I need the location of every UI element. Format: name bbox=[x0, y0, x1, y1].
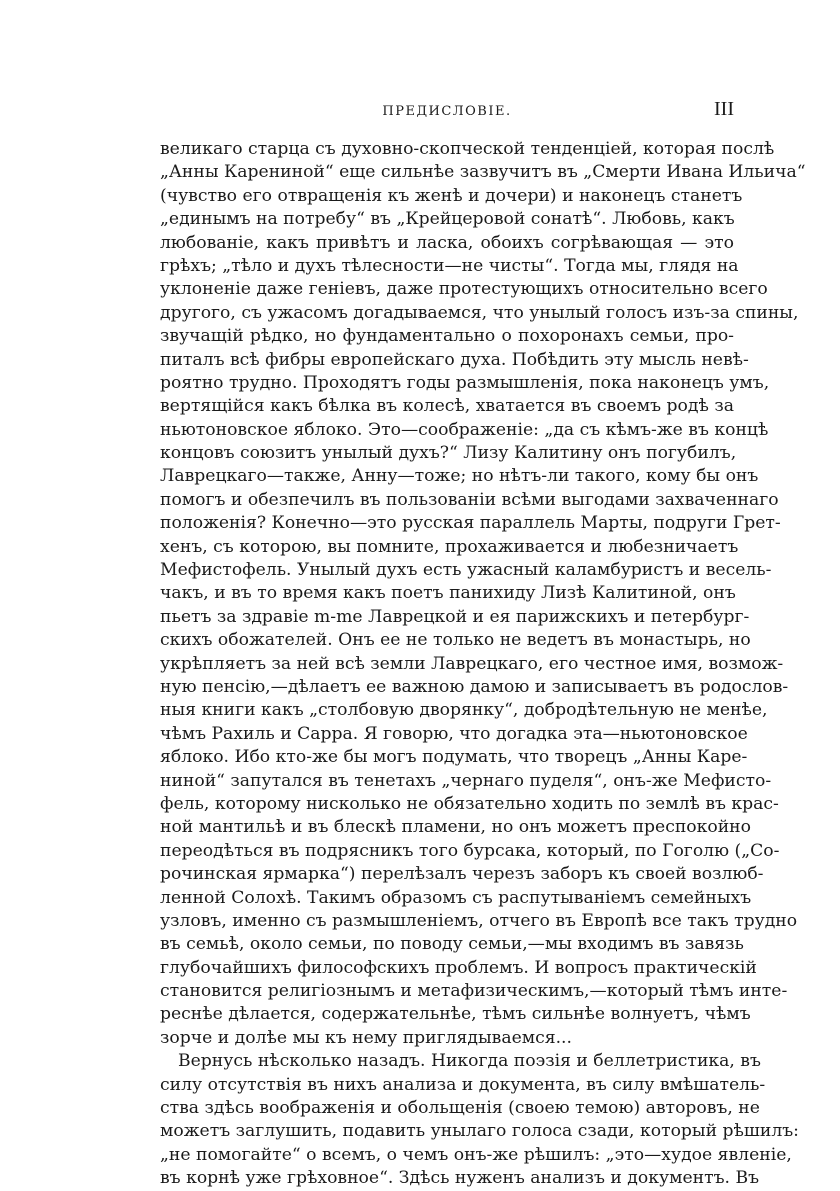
text-line: въ семьѣ, около семьи, по поводу семьи,—мы входимъ въ завязь bbox=[160, 934, 744, 955]
text-line: Лаврецкаго—также, Анну—тоже; но нѣтъ-ли такого, кому бы онъ bbox=[160, 466, 759, 487]
text-line: грѣхъ; „тѣло и духъ тѣлесности—не чисты“. Тогда мы, глядя на bbox=[160, 255, 739, 276]
text-line: реснѣе дѣлается, содержательнѣе, тѣмъ сильнѣе волнуетъ, чѣмъ bbox=[160, 1004, 751, 1025]
running-title: ПРЕДИСЛОВІЕ. bbox=[382, 104, 512, 119]
page-number: III bbox=[714, 98, 734, 120]
text-line: ныя книги какъ „столбовую дворянку“, добродѣтельную не менѣе, bbox=[160, 700, 768, 721]
text-line: зорче и долѣе мы къ нему приглядываемся... bbox=[160, 1027, 572, 1048]
text-line: чакъ, и въ то время какъ поетъ панихиду Лизѣ Калитиной, онъ bbox=[160, 583, 736, 604]
text-line: „Анны Карениной“ еще сильнѣе зазвучитъ въ „Смерти Ивана Ильича“ bbox=[160, 162, 806, 183]
text-line: ниной“ запутался въ тенетахъ „чернаго пуделя“, онъ-же Мефисто- bbox=[160, 770, 772, 791]
paragraph-1 bbox=[160, 138, 806, 1050]
text-line: концовъ союзитъ унылый духъ?“ Лизу Калитину онъ погубилъ, bbox=[160, 443, 737, 464]
paragraph-2 bbox=[160, 1050, 799, 1190]
text-line: ной мантильѣ и въ блескѣ пламени, но онъ можетъ преспокойно bbox=[160, 817, 751, 838]
text-line: ную пенсію,—дѣлаетъ ее важною дамою и записываетъ въ родослов- bbox=[160, 676, 789, 697]
text-line: ства здѣсь воображенія и обольщенія (своею темою) авторовъ, не bbox=[160, 1098, 760, 1119]
text-line: скихъ обожателей. Онъ ее не только не ведетъ въ монастырь, но bbox=[160, 630, 751, 651]
text-line: Вернусь нѣсколько назадъ. Никогда поэзія и беллетристика, въ bbox=[178, 1051, 761, 1072]
text-line: ньютоновское яблоко. Это—соображеніе: „да съ кѣмъ-же въ концѣ bbox=[160, 419, 769, 440]
text-line: узловъ, именно съ размышленіемъ, отчего въ Европѣ все такъ трудно bbox=[160, 910, 798, 931]
text-line: можетъ заглушить, подавить унылаго голоса сзади, который рѣшилъ: bbox=[160, 1121, 799, 1142]
text-line: Мефистофель. Унылый духъ есть ужасный каламбуристъ и весель- bbox=[160, 560, 772, 581]
text-line: пьетъ за здравіе m-me Лаврецкой и ея парижскихъ и петербург- bbox=[160, 606, 750, 627]
text-line: питалъ всѣ фибры европейскаго духа. Побѣдить эту мысль невѣ- bbox=[160, 349, 749, 370]
text-line: фель, которому нисколько не обязательно ходить по землѣ въ крас- bbox=[160, 793, 779, 814]
text-line: яблоко. Ибо кто-же бы могъ подумать, что творецъ „Анны Карe- bbox=[160, 747, 748, 768]
text-line: уклоненіе даже геніевъ, даже протестующихъ относительно всего bbox=[160, 279, 768, 300]
text-line: хенъ, съ которою, вы помните, прохаживается и любезничаетъ bbox=[160, 536, 739, 557]
text-line: вертящійся какъ бѣлка въ колесѣ, хватается въ своемъ родѣ за bbox=[160, 396, 734, 417]
page-body bbox=[160, 138, 806, 1191]
text-line: переодѣться въ подрясникъ того бурсака, который, по Гоголю („Со- bbox=[160, 840, 780, 861]
text-line: ленной Солохѣ. Такимъ образомъ съ распутываніемъ семейныхъ bbox=[160, 887, 752, 908]
page-header bbox=[160, 98, 734, 126]
text-line: (чувство его отвращенія къ женѣ и дочери) и наконецъ станетъ bbox=[160, 185, 743, 206]
text-line: силу отсутствія въ нихъ анализа и документа, въ силу вмѣшатель- bbox=[160, 1074, 766, 1095]
text-line: роятно трудно. Проходятъ годы размышленія, пока наконецъ умъ, bbox=[160, 372, 770, 393]
text-line: чѣмъ Рахиль и Сарра. Я говорю, что догадка эта—ньютоновское bbox=[160, 723, 748, 744]
text-line: рочинская ярмарка“) перелѣзалъ черезъ заборъ къ своей возлюб- bbox=[160, 864, 764, 885]
text-line: въ корнѣ уже грѣховное“. Здѣсь нуженъ анализъ и документъ. Въ bbox=[160, 1168, 760, 1189]
text-line: глубочайшихъ философскихъ проблемъ. И вопросъ практическій bbox=[160, 957, 757, 978]
text-line: „не помогайте“ о всемъ, о чемъ онъ-же рѣшилъ: „это—худое явленіе, bbox=[160, 1144, 792, 1165]
text-line: укрѣпляетъ за ней всѣ земли Лаврецкаго, его честное имя, возмож- bbox=[160, 653, 784, 674]
text-line: любованіе, какъ привѣтъ и ласка, обоихъ согрѣвающая — это bbox=[160, 232, 734, 253]
text-line: становится религіознымъ и метафизическимъ,—который тѣмъ инте- bbox=[160, 981, 788, 1002]
text-line: великаго старца съ духовно-скопческой тенденціей, которая послѣ bbox=[160, 139, 775, 159]
text-line: другого, съ ужасомъ догадываемся, что унылый голосъ изъ-за спины, bbox=[160, 302, 799, 323]
text-line: звучащій рѣдко, но фундаментально о похоронахъ семьи, про- bbox=[160, 326, 734, 347]
text-line: помогъ и обезпечилъ въ пользованіи всѣми выгодами захваченнаго bbox=[160, 489, 779, 510]
text-line: „единымъ на потребу“ въ „Крейцеровой сонатѣ“. Любовь, какъ bbox=[160, 209, 735, 230]
text-line: положенія? Конечно—это русская параллель Марты, подруги Грет- bbox=[160, 513, 781, 534]
